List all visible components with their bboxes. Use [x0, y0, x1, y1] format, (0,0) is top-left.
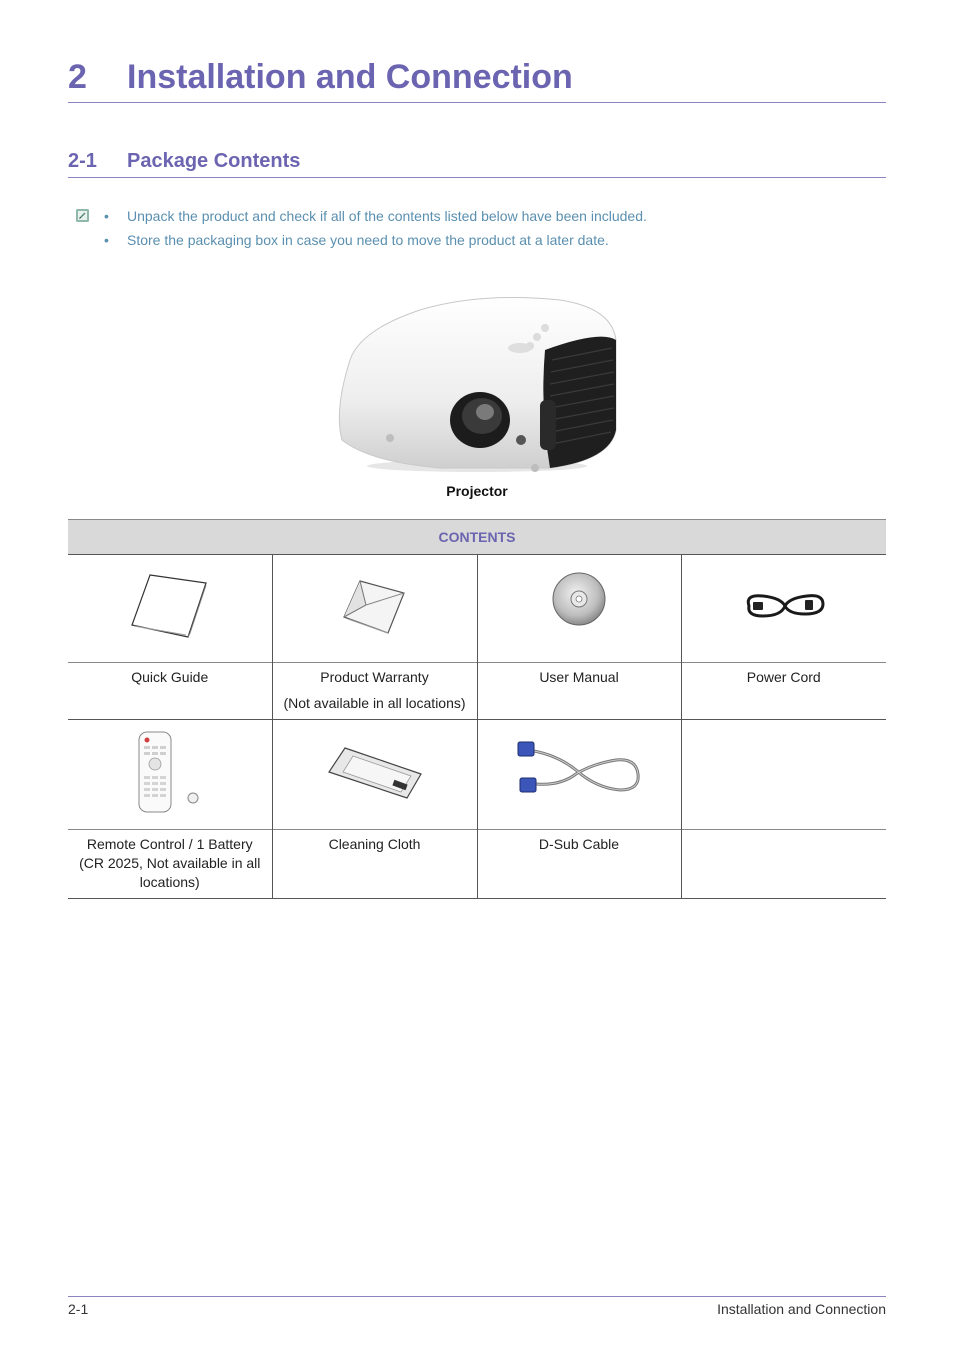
remote-image [135, 730, 205, 814]
remote-label: Remote Control / 1 Battery (CR 2025, Not available in all locations) [79, 836, 261, 890]
note-icon [76, 209, 89, 222]
table-cell [477, 555, 681, 663]
footer-chapter-title: Installation and Connection [717, 1301, 886, 1317]
table-cell [681, 663, 886, 720]
table-cell [272, 555, 477, 663]
dsub-cable-image [516, 740, 642, 804]
table-cell [477, 720, 681, 830]
table-cell [477, 663, 681, 720]
table-cell [272, 663, 477, 720]
power-cord-image [741, 590, 827, 622]
quick-guide-image [130, 573, 210, 639]
table-row [68, 663, 886, 720]
projector-caption: Projector [446, 483, 508, 499]
empty-label [682, 830, 887, 835]
table-cell [68, 555, 272, 663]
quick-guide-label: Quick Guide [131, 669, 209, 685]
section-heading [68, 148, 886, 178]
table-cell [272, 720, 477, 830]
dsub-label: D-Sub Cable [538, 836, 620, 852]
table-cell [681, 830, 886, 899]
table-row [68, 830, 886, 899]
cd-image [551, 571, 607, 627]
warranty-image [342, 575, 408, 637]
note-text-2: Store the packaging box in case you need to move the product at a later date. [127, 232, 609, 248]
table-cell [681, 555, 886, 663]
table-header-row [68, 520, 886, 555]
table-cell [477, 830, 681, 899]
table-row [68, 720, 886, 830]
contents-table [68, 519, 886, 899]
power-cord-label: Power Cord [746, 669, 821, 685]
table-cell [68, 663, 272, 720]
projector-image [330, 290, 624, 476]
cloth-label: Cleaning Cloth [328, 836, 421, 852]
cloth-image [327, 744, 423, 800]
chapter-title: Installation and Connection [127, 58, 573, 96]
section-title: Package Contents [127, 150, 301, 172]
warranty-label: Product Warranty [320, 669, 429, 685]
note-bullet: • [104, 232, 109, 248]
note-bullet: • [104, 208, 109, 224]
table-cell [681, 720, 886, 830]
table-cell [68, 830, 272, 899]
note-text-1: Unpack the product and check if all of the contents listed below have been included. [127, 208, 647, 224]
contents-header: CONTENTS [68, 520, 886, 555]
page-number: 2-1 [68, 1301, 89, 1317]
table-row [68, 555, 886, 663]
chapter-number: 2 [68, 58, 87, 96]
user-manual-label: User Manual [539, 669, 619, 685]
chapter-heading [68, 56, 886, 103]
section-number: 2-1 [68, 150, 97, 172]
table-cell [68, 720, 272, 830]
table-cell [272, 830, 477, 899]
page-footer [68, 1296, 886, 1317]
warranty-note: (Not available in all locations) [283, 695, 466, 711]
